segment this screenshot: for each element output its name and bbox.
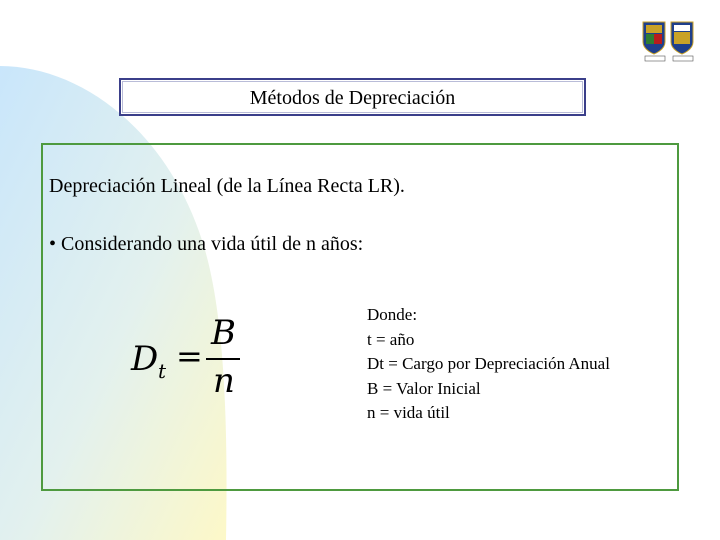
fraction-bar bbox=[206, 358, 240, 360]
legend-line: t = año bbox=[367, 329, 415, 349]
university-crest-icon bbox=[641, 20, 697, 62]
formula-numerator: B bbox=[211, 313, 236, 353]
legend-line: Dt = Cargo por Depreciación Anual bbox=[367, 354, 610, 373]
content-box bbox=[41, 143, 679, 491]
slide-title: Métodos de Depreciación bbox=[122, 81, 583, 113]
formula-lhs: D bbox=[131, 339, 159, 379]
formula-subscript: t bbox=[158, 359, 167, 383]
title-box bbox=[119, 78, 586, 116]
slide-subtitle: Depreciación Lineal (de la Línea Recta LR). bbox=[49, 175, 405, 197]
formula-denominator: n bbox=[213, 361, 235, 401]
legend-line: Donde: bbox=[367, 305, 418, 324]
formula-legend bbox=[367, 303, 610, 426]
bullet-point: • Considerando una vida útil de n años: bbox=[49, 233, 364, 255]
legend-line: n = vida útil bbox=[367, 403, 450, 422]
legend-line: B = Valor Inicial bbox=[367, 378, 481, 398]
depreciation-formula bbox=[131, 315, 251, 405]
formula-equals: = bbox=[176, 337, 203, 375]
